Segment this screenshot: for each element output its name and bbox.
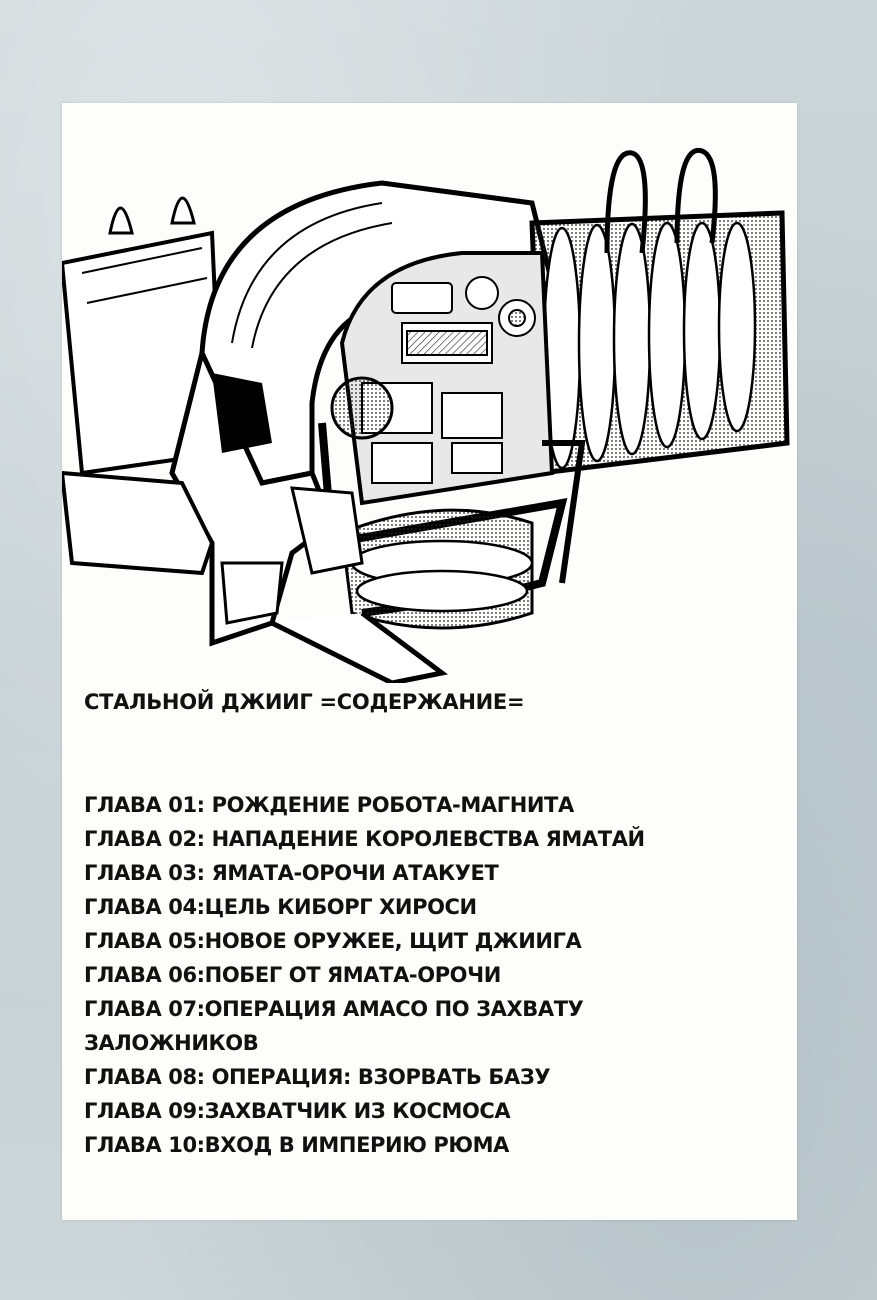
page-sheet: [62, 103, 797, 1220]
chapter-list: [84, 788, 704, 1162]
chapter-09: ГЛАВА 09:ЗАХВАТЧИК ИЗ КОСМОСА: [84, 1099, 511, 1123]
chapter-07: ГЛАВА 07:ОПЕРАЦИЯ АМАСО ПО ЗАХВАТУ ЗАЛОЖНИКОВ: [84, 997, 584, 1055]
chapter-08: ГЛАВА 08: ОПЕРАЦИЯ: ВЗОРВАТЬ БАЗУ: [84, 1065, 551, 1089]
chapter-04: ГЛАВА 04:ЦЕЛЬ КИБОРГ ХИРОСИ: [84, 895, 477, 919]
chapter-06: ГЛАВА 06:ПОБЕГ ОТ ЯМАТА-ОРОЧИ: [84, 963, 501, 987]
chapter-01: ГЛАВА 01: РОЖДЕНИЕ РОБОТА-МАГНИТА: [84, 793, 574, 817]
chapter-02: ГЛАВА 02: НАПАДЕНИЕ КОРОЛЕВСТВА ЯМАТАЙ: [84, 827, 645, 851]
chapter-05: ГЛАВА 05:НОВОЕ ОРУЖЕЕ, ЩИТ ДЖИИГА: [84, 929, 582, 953]
chapter-10: ГЛАВА 10:ВХОД В ИМПЕРИЮ РЮМА: [84, 1133, 509, 1157]
robot-head-cutaway-illustration: [62, 143, 797, 683]
toc-title: СТАЛЬНОЙ ДЖИИГ =СОДЕРЖАНИЕ=: [84, 690, 525, 714]
chapter-03: ГЛАВА 03: ЯМАТА-ОРОЧИ АТАКУЕТ: [84, 861, 499, 885]
